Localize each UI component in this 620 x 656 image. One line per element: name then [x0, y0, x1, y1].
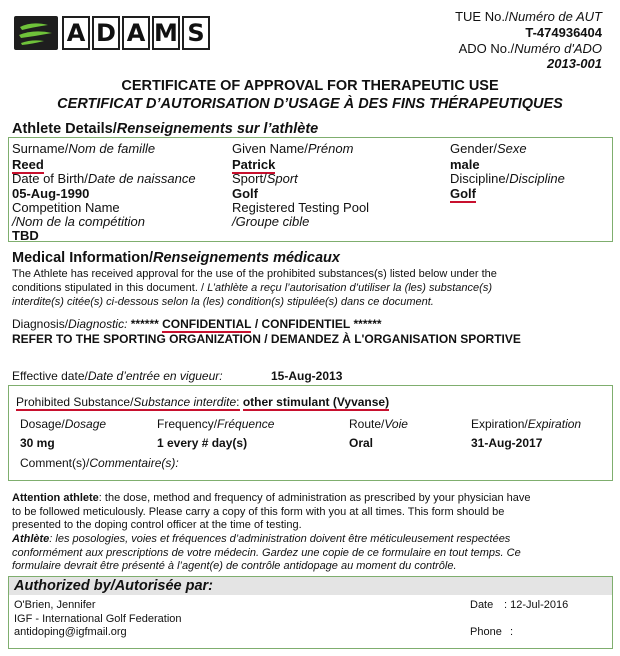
route-label: Route/Voie	[349, 417, 408, 431]
title-fr: CERTIFICAT D’AUTORISATION D’USAGE À DES FINS THÉRAPEUTIQUES	[57, 96, 563, 112]
surname-value: Reed	[12, 157, 44, 172]
gender-value: male	[450, 157, 480, 172]
comments-label: Comment(s)/Commentaire(s):	[20, 456, 179, 470]
attention-fr-line-3: formulaire devrait être présenté à l’agent(e) de contrôle antidopage au moment du contrôle.	[12, 560, 457, 572]
attention-fr-line-2: conformément aux prescriptions de votre médecin. Gardez une copie de ce formulaire en tout temps. Ce	[12, 547, 521, 559]
sport-label: Sport/Sport	[232, 171, 298, 186]
frequency-label: Frequency/Fréquence	[157, 417, 275, 431]
athlete-details-heading: Athlete Details/Renseignements sur l’athlète	[12, 121, 319, 137]
discipline-value: Golf	[450, 186, 476, 201]
given-name-value: Patrick	[232, 157, 276, 172]
substance-label: Prohibited Substance/Substance interdite: other stimulant (Vyvanse)	[16, 395, 390, 409]
ado-number: 2013-001	[547, 56, 602, 71]
gender-label: Gender/Sexe	[450, 141, 527, 156]
authorized-heading: Authorized by/Autorisée par:	[14, 578, 214, 594]
medical-paragraph-line-1: The Athlete has received approval for the use of the prohibited substances(s) listed below under the	[12, 268, 497, 280]
discipline-label: Discipline/Discipline	[450, 171, 565, 186]
tue-number: T-474936404	[525, 25, 602, 40]
medical-paragraph-line-2: conditions stipulated in this document. / L’athlète a reçu l’autorisation d’utiliser la (les) substance(s)	[12, 282, 492, 294]
dob-value: 05-Aug-1990	[12, 186, 90, 201]
authorizer-org: IGF - International Golf Federation	[14, 613, 182, 625]
logo-letter: M	[152, 16, 180, 50]
route-value: Oral	[349, 436, 374, 450]
expiration-value: 31-Aug-2017	[471, 436, 543, 450]
auth-date-value: : 12-Jul-2016	[504, 599, 569, 611]
refer-notice: REFER TO THE SPORTING ORGANIZATION / DEMANDEZ À L'ORGANISATION SPORTIVE	[12, 332, 521, 346]
attention-line-2: to be followed meticulously. Please carry a copy of this form with you at all times. This form should be	[12, 506, 505, 518]
medical-info-heading: Medical Information/Renseignements médicaux	[12, 250, 340, 266]
dosage-value: 30 mg	[20, 436, 55, 450]
diagnosis-line: Diagnosis/Diagnostic: ****** CONFIDENTIAL / CONFIDENTIEL ******	[12, 317, 382, 331]
testing-pool-label: Registered Testing Pool	[232, 200, 370, 215]
competition-label: Competition Name	[12, 200, 120, 215]
ado-label: ADO No./Numéro d'ADO	[458, 41, 602, 56]
logo-letter: D	[92, 16, 120, 50]
surname-label: Surname/Nom de famille	[12, 141, 156, 156]
authorizer-email: antidoping@igfmail.org	[14, 626, 127, 638]
auth-phone-sep: :	[510, 626, 514, 638]
frequency-value: 1 every # day(s)	[157, 436, 248, 450]
logo-letter: A	[122, 16, 150, 50]
competition-value: TBD	[12, 228, 39, 243]
testing-pool-label-fr: /Groupe cible	[232, 214, 310, 229]
expiration-label: Expiration/Expiration	[471, 417, 582, 431]
effective-date-value: 15-Aug-2013	[271, 369, 343, 383]
title-en: CERTIFICATE OF APPROVAL FOR THERAPEUTIC USE	[121, 78, 499, 94]
attention-fr-line-1: Athlète: les posologies, voies et fréquences d’administration doivent être méticuleusement respectées	[12, 533, 511, 545]
logo-letter: S	[182, 16, 210, 50]
auth-date-label: Date	[470, 599, 494, 611]
attention-line-1: Attention athlete: the dose, method and frequency of administration as prescribed by your physician have	[12, 492, 531, 504]
tue-label: TUE No./Numéro de AUT	[455, 9, 602, 24]
effective-date-label: Effective date/Date d’entrée en vigueur:	[12, 369, 223, 383]
sport-value: Golf	[232, 186, 258, 201]
attention-line-3: presented to the doping control officer at the time of testing.	[12, 519, 302, 531]
dob-label: Date of Birth/Date de naissance	[12, 171, 196, 186]
competition-label-fr: /Nom de la compétition	[12, 214, 145, 229]
authorizer-name: O'Brien, Jennifer	[14, 599, 96, 611]
auth-phone-label: Phone	[470, 626, 502, 638]
medical-paragraph-line-3: interdite(s) citée(s) ci-dessous selon la (les) condition(s) stipulée(s) dans ce document.	[12, 296, 434, 308]
adams-logo-icon	[14, 16, 58, 50]
logo-letter: A	[62, 16, 90, 50]
dosage-label: Dosage/Dosage	[20, 417, 107, 431]
given-name-label: Given Name/Prénom	[232, 141, 354, 156]
